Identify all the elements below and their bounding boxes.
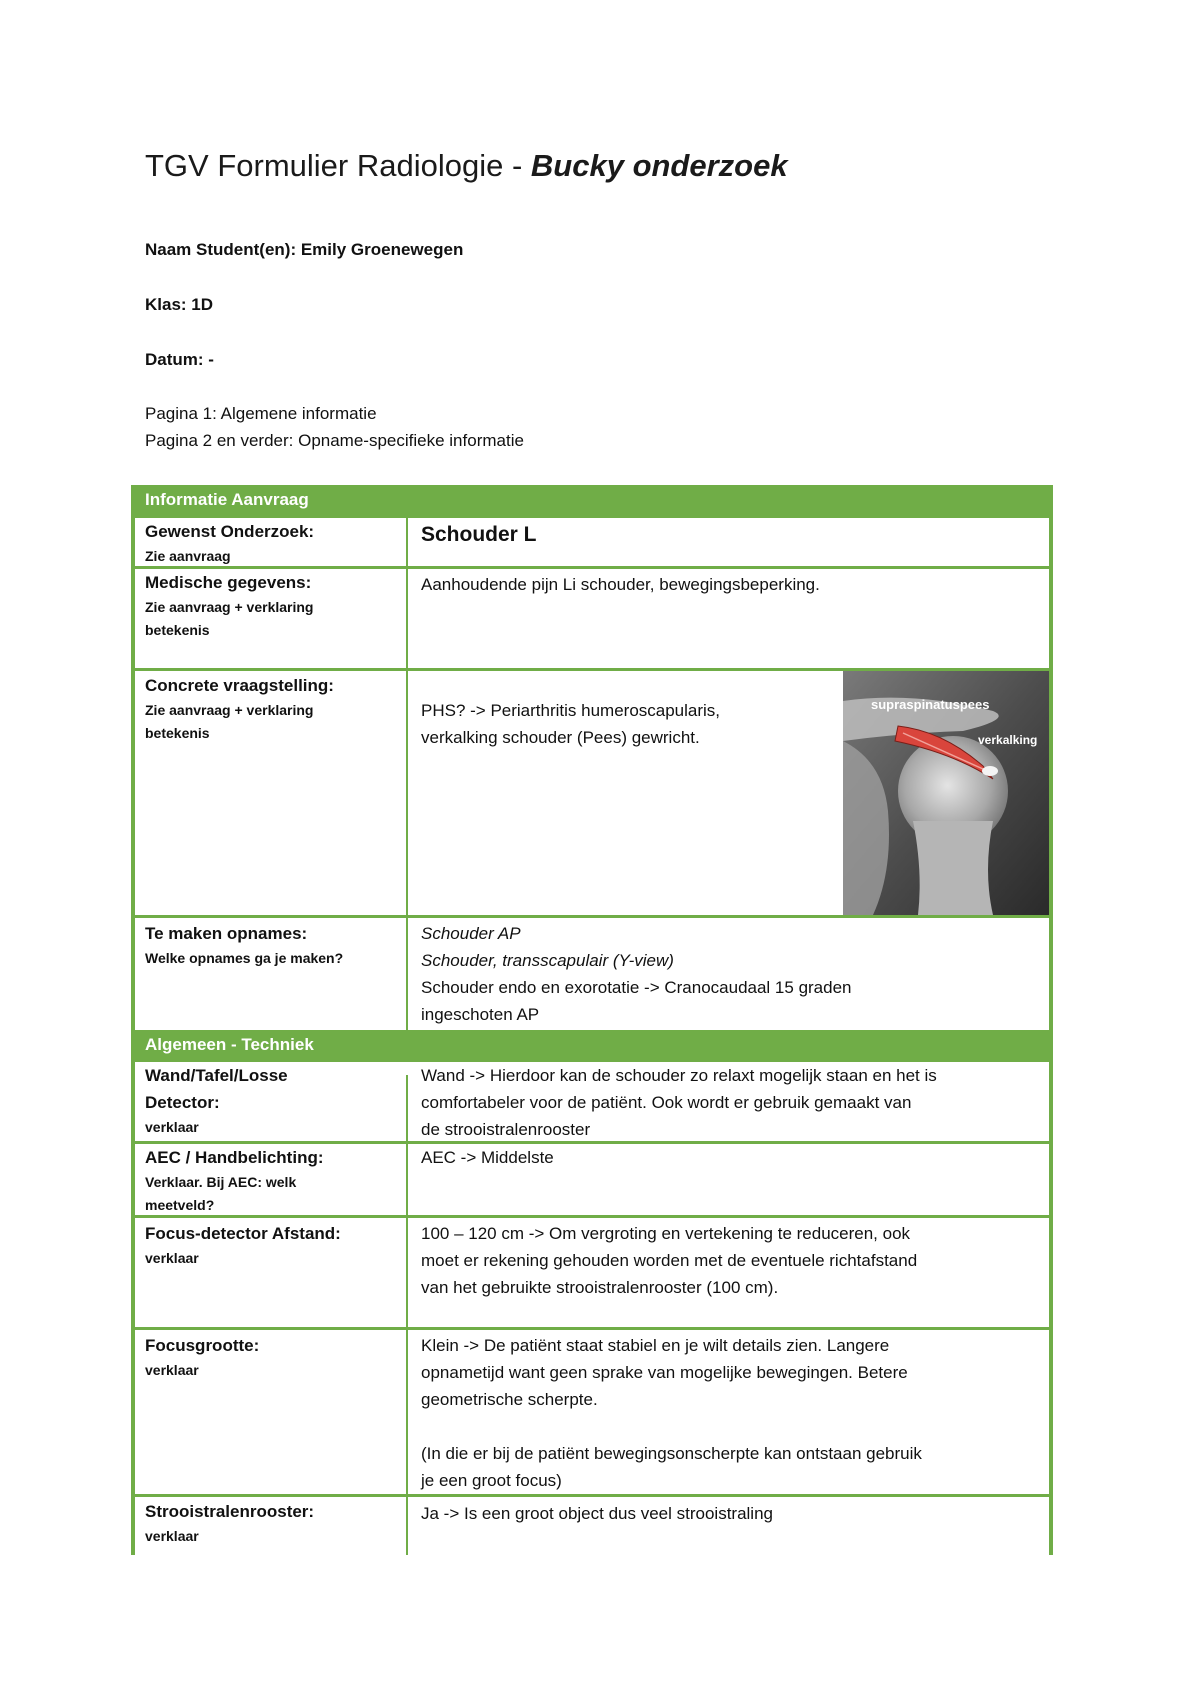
page-title: TGV Formulier Radiologie - Bucky onderzoek xyxy=(145,148,788,183)
row-separator xyxy=(131,1215,1053,1218)
value-focus-detector-afstand: 100 – 120 cm -> Om vergroting en vertekening te reduceren, ook moet er rekening gehouden worden met de eventuele richtafstand van het gebruikte strooistralenrooster (100 cm). xyxy=(421,1224,918,1297)
row-separator xyxy=(131,1494,1053,1497)
table-border-left xyxy=(131,485,135,1555)
label-focusgrootte: Focusgrootte: verklaar xyxy=(145,1336,260,1378)
section-header-aanvraag: Informatie Aanvraag xyxy=(131,485,1053,515)
label-concrete-vraagstelling: Concrete vraagstelling: Zie aanvraag + verklaring betekenis xyxy=(145,676,334,741)
column-divider xyxy=(406,1075,408,1555)
xray-label-supraspinatuspees: supraspinatuspees xyxy=(871,697,990,712)
table-border-right xyxy=(1049,485,1053,1555)
xray-label-verkalking: verkalking xyxy=(978,733,1038,747)
value-strooistralenrooster: Ja -> Is een groot object dus veel strooistraling xyxy=(421,1504,773,1523)
row-separator xyxy=(131,1327,1053,1330)
label-medische-gegevens: Medische gegevens: Zie aanvraag + verklaring betekenis xyxy=(145,573,314,638)
student-name: Naam Student(en): Emily Groenewegen xyxy=(145,240,464,259)
section-header-techniek: Algemeen - Techniek xyxy=(131,1030,1053,1060)
column-divider xyxy=(406,515,408,1044)
value-wand-tafel-detector: Wand -> Hierdoor kan de schouder zo relaxt mogelijk staan en het is comfortabeler voor de patiënt. Ook wordt er gebruik gemaakt van de strooistralenrooster xyxy=(421,1066,937,1139)
value-concrete-vraagstelling: PHS? -> Periarthritis humeroscapularis, verkalking schouder (Pees) gewricht. xyxy=(421,701,721,747)
label-aec-handbelichting: AEC / Handbelichting: Verklaar. Bij AEC: welk meetveld? xyxy=(145,1148,324,1213)
label-gewenst-onderzoek: Gewenst Onderzoek: Zie aanvraag xyxy=(145,522,315,564)
page-note-1: Pagina 1: Algemene informatie xyxy=(145,404,377,423)
value-focusgrootte: Klein -> De patiënt staat stabiel en je wilt details zien. Langere opnametijd want geen sprake van mogelijke bewegingen. Betere geometrische scherpte. (In die er bij de patiënt bewegingsonscherpte kan ontstaan gebruik je een groot focus) xyxy=(421,1336,922,1490)
label-strooistralenrooster: Strooistralenrooster: verklaar xyxy=(145,1502,315,1544)
class-field: Klas: 1D xyxy=(145,295,214,314)
row-separator xyxy=(131,915,1053,918)
label-focus-detector-afstand: Focus-detector Afstand: verklaar xyxy=(145,1224,341,1266)
label-wand-tafel-detector: Wand/Tafel/Losse Detector: verklaar xyxy=(145,1066,288,1135)
label-te-maken-opnames: Te maken opnames: Welke opnames ga je maken? xyxy=(145,924,344,966)
page-note-2: Pagina 2 en verder: Opname-specifieke informatie xyxy=(145,431,524,450)
shoulder-xray-image xyxy=(843,671,1049,915)
value-medische-gegevens: Aanhoudende pijn Li schouder, bewegingsbeperking. xyxy=(421,575,820,594)
value-aec-handbelichting: AEC -> Middelste xyxy=(421,1148,554,1167)
value-te-maken-opnames: Schouder AP Schouder, transscapulair (Y-view) Schouder endo en exorotatie -> Cranocaudaal 15 graden ingeschoten AP xyxy=(421,924,852,1024)
value-gewenst-onderzoek: Schouder L xyxy=(421,523,537,546)
date-field: Datum: - xyxy=(145,350,214,369)
